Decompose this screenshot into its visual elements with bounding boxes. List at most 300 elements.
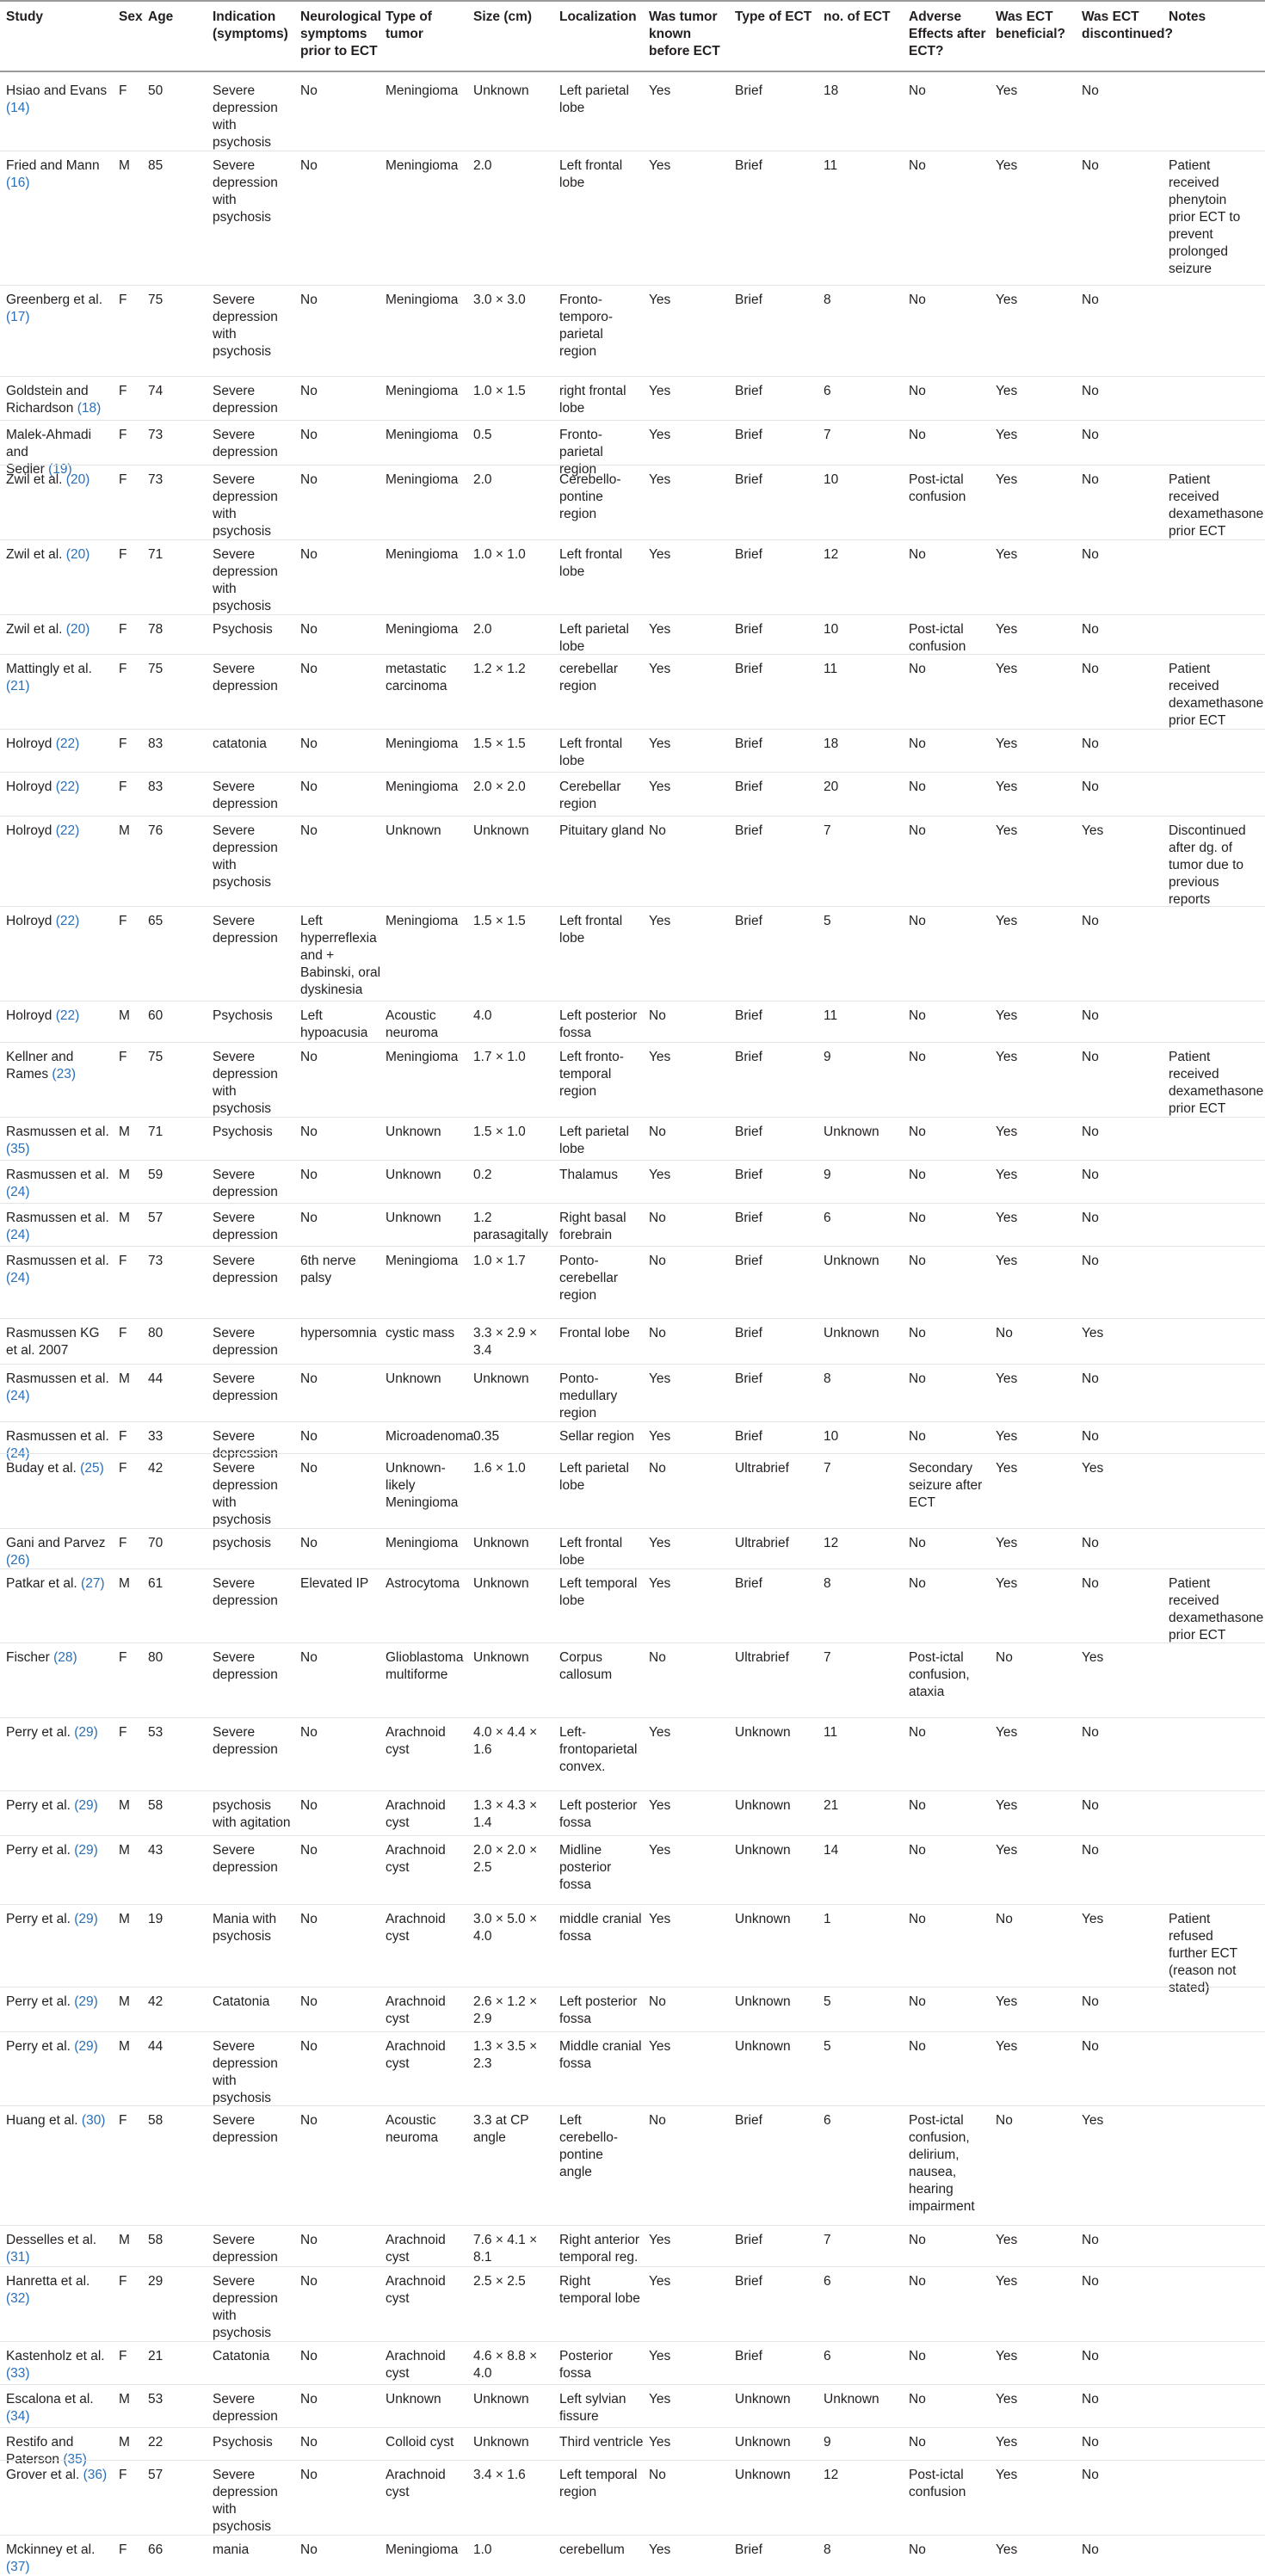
citation-link[interactable]: (23)	[52, 1067, 76, 1082]
table-cell-tumor: Arachnoid cyst	[386, 1912, 446, 1944]
table-cell-ect: Unknown	[735, 1725, 791, 1740]
table-cell-study: Rasmussen et al. (35)	[6, 1125, 109, 1156]
table-cell-neuro: No	[300, 1168, 318, 1182]
table-cell-age: 75	[148, 1050, 164, 1064]
table-cell-adverse: No	[909, 823, 926, 838]
table-cell-loc: cerebellum	[559, 2542, 625, 2557]
table-cell-study: Patkar et al. (27)	[6, 1576, 105, 1591]
table-cell-beneficial: Yes	[996, 2349, 1018, 2363]
table-cell-study: Holroyd (22)	[6, 780, 80, 794]
table-cell-sex: M	[119, 1211, 130, 1225]
citation-link[interactable]: (22)	[55, 823, 80, 838]
table-cell-adverse: No	[909, 2039, 926, 2054]
citation-link[interactable]: (29)	[74, 1725, 98, 1740]
table-cell-notes: Patient refused further ECT (reason not stated)	[1169, 1912, 1238, 1995]
citation-link[interactable]: (34)	[6, 2409, 30, 2424]
table-cell-n: 21	[824, 1798, 839, 1813]
table-cell-n: 6	[824, 1211, 831, 1225]
table-cell-neuro: No	[300, 2468, 318, 2482]
table-cell-n: 6	[824, 384, 831, 398]
row-divider	[0, 2460, 1265, 2461]
row-divider	[0, 376, 1265, 377]
table-cell-adverse: Secondary seizure after ECT	[909, 1461, 983, 1510]
table-cell-size: 4.0	[473, 1008, 492, 1023]
table-cell-beneficial: Yes	[996, 293, 1018, 307]
table-cell-tumor: Meningioma	[386, 1050, 459, 1064]
table-cell-loc: Third ventricle	[559, 2435, 644, 2450]
table-cell-disc: No	[1082, 736, 1099, 751]
table-cell-disc: No	[1082, 2542, 1099, 2557]
table-cell-size: 2.0 × 2.0 × 2.5	[473, 1843, 538, 1875]
table-cell-ect: Brief	[735, 2349, 762, 2363]
table-cell-size: 1.0 × 1.0	[473, 547, 526, 562]
citation-link[interactable]: (29)	[74, 1912, 98, 1926]
column-header: Age	[148, 9, 174, 24]
table-cell-beneficial: Yes	[996, 1211, 1018, 1225]
table-cell-study: Rasmussen et al. (24)	[6, 1168, 109, 1199]
table-cell-disc: No	[1082, 1168, 1099, 1182]
table-cell-indication: Catatonia	[213, 1994, 270, 2009]
citation-link[interactable]: (18)	[77, 401, 102, 416]
table-cell-loc: Sellar region	[559, 1429, 635, 1444]
table-cell-tumor: Arachnoid cyst	[386, 2233, 446, 2265]
column-header: Study	[6, 9, 44, 24]
table-cell-ect: Unknown	[735, 1798, 791, 1813]
table-cell-tumor: Meningioma	[386, 2542, 459, 2557]
table-cell-ect: Brief	[735, 1326, 762, 1340]
table-cell-n: 8	[824, 1576, 831, 1591]
table-cell-adverse: No	[909, 2349, 926, 2363]
citation-link[interactable]: (24)	[6, 1185, 30, 1199]
table-cell-loc: Ponto- cerebellar region	[559, 1254, 619, 1303]
table-cell-sex: F	[119, 2274, 127, 2289]
citation-link[interactable]: (14)	[6, 101, 30, 115]
table-cell-adverse: No	[909, 2233, 926, 2247]
table-cell-tumor: Meningioma	[386, 736, 459, 751]
table-cell-loc: Corpus callosum	[559, 1650, 613, 1682]
table-cell-neuro: No	[300, 1994, 318, 2009]
table-cell-tumor: Acoustic neuroma	[386, 2113, 439, 2145]
table-cell-sex: M	[119, 2392, 130, 2407]
table-cell-study: Buday et al. (25)	[6, 1461, 104, 1476]
table-cell-study: Restifo and Paterson (35)	[6, 2435, 87, 2467]
citation-link[interactable]: (19)	[48, 462, 72, 477]
table-cell-sex: M	[119, 158, 130, 173]
table-cell-n: 11	[824, 1008, 838, 1023]
citation-link[interactable]: (29)	[74, 2039, 98, 2054]
table-cell-size: 1.3 × 4.3 × 1.4	[473, 1798, 538, 1830]
table-cell-adverse: No	[909, 2542, 926, 2557]
table-cell-indication: Psychosis	[213, 2435, 273, 2450]
table-cell-indication: psychosis	[213, 1536, 272, 1550]
table-cell-beneficial: Yes	[996, 1461, 1018, 1476]
table-cell-loc: Right anterior temporal reg.	[559, 2233, 640, 2265]
table-cell-study: Kellner and Rames (23)	[6, 1050, 76, 1082]
table-cell-tumor: Unknown	[386, 823, 441, 838]
table-cell-age: 33	[148, 1429, 164, 1444]
table-cell-sex: F	[119, 662, 127, 676]
table-cell-size: 3.0 × 5.0 × 4.0	[473, 1912, 538, 1944]
table-cell-age: 59	[148, 1168, 164, 1182]
table-cell-ect: Brief	[735, 1168, 762, 1182]
table-cell-adverse: No	[909, 780, 926, 794]
table-cell-sex: F	[119, 780, 127, 794]
table-cell-size: Unknown	[473, 83, 529, 98]
citation-link[interactable]: (36)	[83, 2468, 108, 2482]
table-cell-size: 2.5 × 2.5	[473, 2274, 526, 2289]
table-cell-n: 5	[824, 2039, 831, 2054]
table-cell-sex: F	[119, 2468, 127, 2482]
table-cell-tumor: Arachnoid cyst	[386, 1798, 446, 1830]
table-cell-adverse: No	[909, 662, 926, 676]
table-cell-study: Perry et al. (29)	[6, 1912, 98, 1926]
citation-link[interactable]: (24)	[6, 1228, 30, 1242]
table-cell-age: 80	[148, 1326, 164, 1340]
table-cell-loc: Fronto- temporo- parietal region	[559, 293, 614, 359]
table-cell-indication: Severe depression	[213, 780, 278, 811]
table-cell-neuro: No	[300, 736, 318, 751]
table-cell-age: 76	[148, 823, 164, 838]
table-cell-study: Perry et al. (29)	[6, 2039, 98, 2054]
citation-link[interactable]: (27)	[81, 1576, 105, 1591]
table-cell-age: 83	[148, 736, 164, 751]
row-divider	[0, 2427, 1265, 2428]
citation-link[interactable]: (29)	[74, 1798, 98, 1813]
table-cell-sex: F	[119, 293, 127, 307]
table-cell-study: Fried and Mann (16)	[6, 158, 100, 190]
table-cell-size: 1.2 × 1.2	[473, 662, 526, 676]
table-cell-adverse: No	[909, 428, 926, 442]
row-divider	[0, 1160, 1265, 1161]
table-cell-adverse: No	[909, 1371, 926, 1386]
table-cell-indication: Severe depression with psychosis	[213, 83, 278, 150]
table-cell-tumor: Meningioma	[386, 472, 459, 487]
citation-link[interactable]: (24)	[6, 1389, 30, 1403]
citation-link[interactable]: (22)	[55, 736, 80, 751]
table-cell-ect: Brief	[735, 2542, 762, 2557]
table-cell-disc: No	[1082, 622, 1099, 637]
row-divider	[0, 2105, 1265, 2106]
table-cell-loc: Left frontal lobe	[559, 914, 623, 946]
table-cell-size: 0.5	[473, 428, 492, 442]
table-cell-age: 66	[148, 2542, 164, 2557]
table-cell-neuro: No	[300, 1371, 318, 1386]
table-cell-study: Goldstein and Richardson (18)	[6, 384, 102, 416]
table-cell-size: Unknown	[473, 1650, 529, 1665]
table-cell-size: Unknown	[473, 823, 529, 838]
table-cell-age: 50	[148, 83, 164, 98]
table-cell-adverse: No	[909, 1725, 926, 1740]
table-cell-beneficial: Yes	[996, 2542, 1018, 2557]
table-cell-age: 58	[148, 1798, 164, 1813]
table-cell-neuro: No	[300, 1536, 318, 1550]
table-cell-known: Yes	[649, 2039, 671, 2054]
citation-link[interactable]: (22)	[55, 780, 80, 794]
table-cell-ect: Ultrabrief	[735, 1461, 789, 1476]
table-cell-sex: F	[119, 622, 127, 637]
table-cell-ect: Brief	[735, 293, 762, 307]
table-cell-beneficial: Yes	[996, 780, 1018, 794]
citation-link[interactable]: (29)	[74, 1843, 98, 1858]
table-cell-age: 58	[148, 2113, 164, 2128]
table-cell-size: Unknown	[473, 2435, 529, 2450]
table-cell-known: Yes	[649, 1576, 671, 1591]
citation-link[interactable]: (20)	[65, 622, 90, 637]
row-divider	[0, 1453, 1265, 1454]
table-cell-n: 10	[824, 622, 839, 637]
table-cell-ect: Brief	[735, 1050, 762, 1064]
citation-link[interactable]: (24)	[6, 1446, 30, 1461]
table-cell-study: Malek-Ahmadi and Sedler (19)	[6, 428, 92, 477]
table-cell-indication: Severe depression	[213, 1254, 278, 1285]
table-cell-ect: Brief	[735, 622, 762, 637]
table-cell-ect: Brief	[735, 158, 762, 173]
table-cell-tumor: Meningioma	[386, 293, 459, 307]
table-cell-age: 73	[148, 428, 164, 442]
table-cell-age: 57	[148, 1211, 164, 1225]
table-cell-known: Yes	[649, 2542, 671, 2557]
table-cell-loc: middle cranial fossa	[559, 1912, 642, 1944]
table-cell-neuro: No	[300, 1798, 318, 1813]
table-cell-adverse: Post-ictal confusion, delirium, nausea, hearing impairment	[909, 2113, 975, 2214]
row-divider	[0, 2266, 1265, 2267]
table-cell-known: Yes	[649, 1843, 671, 1858]
table-cell-tumor: Unknown	[386, 1168, 441, 1182]
table-cell-adverse: Post-ictal confusion	[909, 472, 966, 504]
row-divider	[0, 654, 1265, 655]
table-cell-adverse: No	[909, 1536, 926, 1550]
table-cell-known: Yes	[649, 736, 671, 751]
table-cell-ect: Brief	[735, 823, 762, 838]
table-cell-size: 4.0 × 4.4 × 1.6	[473, 1725, 538, 1757]
row-divider	[0, 285, 1265, 286]
table-cell-disc: No	[1082, 1050, 1099, 1064]
table-cell-beneficial: Yes	[996, 1576, 1018, 1591]
table-cell-loc: Midline posterior fossa	[559, 1843, 612, 1892]
table-cell-disc: Yes	[1082, 823, 1104, 838]
table-cell-known: Yes	[649, 2274, 671, 2289]
table-cell-loc: Ponto- medullary region	[559, 1371, 618, 1420]
table-cell-neuro: No	[300, 158, 318, 173]
table-cell-disc: Yes	[1082, 1912, 1104, 1926]
table-cell-ect: Brief	[735, 2274, 762, 2289]
table-cell-neuro: No	[300, 547, 318, 562]
table-cell-size: 1.0	[473, 2542, 492, 2557]
table-cell-beneficial: Yes	[996, 1125, 1018, 1139]
table-cell-study: Gani and Parvez (26)	[6, 1536, 106, 1568]
table-cell-loc: Right basal forebrain	[559, 1211, 626, 1242]
table-cell-disc: No	[1082, 1254, 1099, 1268]
table-cell-notes: Discontinued after dg. of tumor due to previous reports	[1169, 823, 1246, 907]
table-cell-tumor: Acoustic neuroma	[386, 1008, 439, 1040]
table-cell-beneficial: Yes	[996, 2039, 1018, 2054]
citation-link[interactable]: (35)	[6, 1142, 30, 1156]
table-cell-neuro: No	[300, 1725, 318, 1740]
citation-link[interactable]: (31)	[6, 2250, 30, 2265]
table-cell-sex: F	[119, 1326, 127, 1340]
table-cell-neuro: No	[300, 2435, 318, 2450]
table-cell-tumor: Unknown	[386, 1125, 441, 1139]
row-divider	[0, 1642, 1265, 1643]
row-divider	[0, 420, 1265, 421]
citation-link[interactable]: (22)	[55, 1008, 80, 1023]
row-divider	[0, 816, 1265, 817]
table-cell-study: Rasmussen et al. (24)	[6, 1211, 109, 1242]
citation-link[interactable]: (26)	[6, 1553, 30, 1568]
table-cell-disc: Yes	[1082, 2113, 1104, 2128]
table-cell-ect: Brief	[735, 384, 762, 398]
table-cell-sex: F	[119, 2113, 127, 2128]
table-cell-loc: Left frontal lobe	[559, 736, 623, 768]
table-cell-disc: No	[1082, 2039, 1099, 2054]
citation-link[interactable]: (32)	[6, 2291, 30, 2306]
table-cell-size: Unknown	[473, 1371, 529, 1386]
table-cell-ect: Brief	[735, 547, 762, 562]
table-cell-sex: F	[119, 914, 127, 928]
table-cell-loc: Cerebellar region	[559, 780, 621, 811]
table-cell-n: Unknown	[824, 2392, 879, 2407]
table-cell-neuro: No	[300, 823, 318, 838]
table-cell-known: Yes	[649, 293, 671, 307]
table-cell-n: 12	[824, 547, 839, 562]
table-cell-disc: No	[1082, 293, 1099, 307]
table-cell-tumor: Meningioma	[386, 622, 459, 637]
table-cell-indication: psychosis with agitation	[213, 1798, 291, 1830]
citation-link[interactable]: (17)	[6, 310, 30, 324]
table-cell-n: 8	[824, 2542, 831, 2557]
column-header: no. of ECT	[824, 9, 891, 24]
table-cell-age: 78	[148, 622, 164, 637]
citation-link[interactable]: (30)	[81, 2113, 106, 2128]
table-cell-tumor: Colloid cyst	[386, 2435, 454, 2450]
table-cell-neuro: No	[300, 1650, 318, 1665]
row-divider	[0, 906, 1265, 907]
table-cell-sex: F	[119, 83, 127, 98]
table-cell-indication: Severe depression with psychosis	[213, 823, 278, 890]
table-cell-ect: Unknown	[735, 2468, 791, 2482]
citation-link[interactable]: (35)	[63, 2452, 87, 2467]
table-header	[0, 0, 1265, 72]
table-cell-neuro: No	[300, 662, 318, 676]
table-cell-indication: Severe depression with psychosis	[213, 1461, 278, 1527]
table-cell-loc: Left sylvian fissure	[559, 2392, 626, 2424]
citation-link[interactable]: (28)	[53, 1650, 77, 1665]
table-cell-beneficial: Yes	[996, 472, 1018, 487]
table-cell-disc: No	[1082, 428, 1099, 442]
table-cell-beneficial: Yes	[996, 1536, 1018, 1550]
table-cell-tumor: Unknown	[386, 1371, 441, 1386]
table-cell-tumor: Arachnoid cyst	[386, 2274, 446, 2306]
citation-link[interactable]: (33)	[6, 2366, 30, 2381]
table-cell-age: 75	[148, 662, 164, 676]
table-cell-study: Hsiao and Evans (14)	[6, 83, 108, 115]
table-cell-beneficial: No	[996, 1912, 1013, 1926]
table-cell-disc: No	[1082, 2349, 1099, 2363]
row-divider	[0, 772, 1265, 773]
table-cell-tumor: Arachnoid cyst	[386, 2468, 446, 2499]
citation-link[interactable]: (16)	[6, 176, 30, 190]
table-cell-age: 53	[148, 2392, 164, 2407]
table-cell-sex: F	[119, 428, 127, 442]
table-cell-size: 1.5 × 1.5	[473, 914, 526, 928]
citation-link[interactable]: (21)	[6, 679, 30, 693]
table-cell-beneficial: Yes	[996, 1168, 1018, 1182]
table-cell-neuro: No	[300, 2349, 318, 2363]
table-cell-study: Zwil et al. (20)	[6, 622, 90, 637]
table-cell-disc: No	[1082, 2274, 1099, 2289]
row-divider	[0, 1117, 1265, 1118]
table-cell-indication: Severe depression	[213, 1168, 278, 1199]
table-cell-neuro: No	[300, 293, 318, 307]
table-cell-disc: No	[1082, 1008, 1099, 1023]
row-divider	[0, 2341, 1265, 2342]
table-cell-known: Yes	[649, 1371, 671, 1386]
row-divider	[0, 1042, 1265, 1043]
table-cell-study: Perry et al. (29)	[6, 1725, 98, 1740]
column-header: Localization	[559, 9, 637, 24]
table-cell-indication: Severe depression	[213, 1429, 278, 1461]
table-cell-indication: Severe depression with psychosis	[213, 2039, 278, 2105]
table-cell-size: 0.35	[473, 1429, 500, 1444]
table-cell-indication: Severe depression with psychosis	[213, 1050, 278, 1116]
table-cell-indication: Severe depression	[213, 2233, 278, 2265]
citation-link[interactable]: (20)	[65, 472, 90, 487]
row-divider	[0, 2031, 1265, 2032]
table-cell-ect: Brief	[735, 2113, 762, 2128]
table-cell-neuro: No	[300, 2392, 318, 2407]
column-header: Notes	[1169, 9, 1206, 24]
table-cell-n: 8	[824, 1371, 831, 1386]
table-cell-known: Yes	[649, 1725, 671, 1740]
table-cell-size: 3.4 × 1.6	[473, 2468, 526, 2482]
table-cell-age: 53	[148, 1725, 164, 1740]
table-cell-adverse: No	[909, 1125, 926, 1139]
table-cell-n: 7	[824, 1650, 831, 1665]
table-cell-sex: M	[119, 1125, 130, 1139]
citation-link[interactable]: (24)	[6, 1271, 30, 1285]
table-cell-known: Yes	[649, 1912, 671, 1926]
table-cell-disc: Yes	[1082, 1326, 1104, 1340]
table-cell-beneficial: Yes	[996, 662, 1018, 676]
citation-link[interactable]: (37)	[6, 2560, 30, 2574]
table-cell-notes: Patient received dexamethasone prior ECT	[1169, 472, 1264, 539]
table-cell-n: 11	[824, 1725, 838, 1740]
table-cell-loc: Left posterior fossa	[559, 1994, 638, 2026]
table-cell-disc: No	[1082, 1576, 1099, 1591]
table-cell-tumor: Meningioma	[386, 384, 459, 398]
citation-link[interactable]: (25)	[80, 1461, 104, 1476]
table-cell-known: Yes	[649, 662, 671, 676]
table-cell-disc: No	[1082, 2468, 1099, 2482]
table-cell-known: Yes	[649, 384, 671, 398]
column-header: Sex	[119, 9, 143, 24]
column-header: Size (cm)	[473, 9, 533, 24]
citation-link[interactable]: (20)	[65, 547, 90, 562]
table-cell-n: 18	[824, 736, 839, 751]
table-cell-ect: Brief	[735, 780, 762, 794]
table-cell-tumor: Meningioma	[386, 428, 459, 442]
table-cell-indication: Severe depression	[213, 2392, 278, 2424]
table-cell-adverse: No	[909, 1576, 926, 1591]
table-cell-sex: F	[119, 2542, 127, 2557]
row-divider	[0, 1904, 1265, 1905]
table-cell-indication: catatonia	[213, 736, 267, 751]
citation-link[interactable]: (29)	[74, 1994, 98, 2009]
table-cell-disc: No	[1082, 83, 1099, 98]
table-cell-beneficial: Yes	[996, 823, 1018, 838]
table-cell-age: 44	[148, 1371, 164, 1386]
citation-link[interactable]: (22)	[55, 914, 80, 928]
